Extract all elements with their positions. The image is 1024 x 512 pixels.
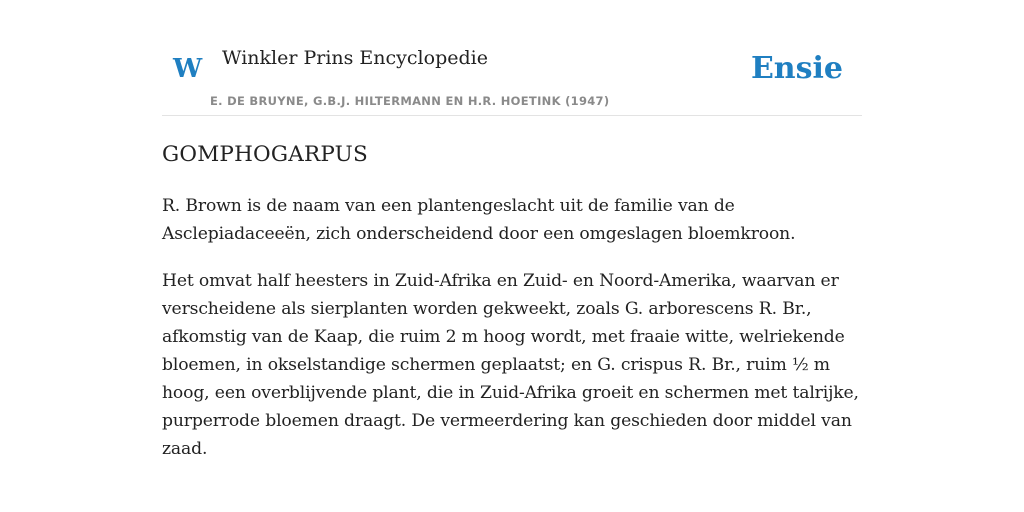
text-line: purperrode bloemen draagt. De vermeerdering kan geschieden door middel van <box>162 411 852 431</box>
page <box>162 0 862 459</box>
authors-credit: E. DE BRUYNE, G.B.J. HILTERMANN EN H.R. HOETINK (1947) <box>210 94 610 108</box>
text-line: verscheidene als sierplanten worden gekweekt, zoals G. arborescens R. Br., <box>162 299 812 319</box>
ensie-logo-link[interactable]: Ensie <box>750 51 843 86</box>
article-headword: GOMPHOGARPUS <box>162 142 368 167</box>
text-line: zaad. <box>162 439 208 459</box>
text-line: bloemen, in okselstandige schermen geplaatst; en G. crispus R. Br., ruim ½ m <box>162 355 830 375</box>
text-line: Het omvat half heesters in Zuid-Afrika en Zuid- en Noord-Amerika, waarvan er <box>162 271 839 291</box>
text-line: hoog, een overblijvende plant, die in Zuid-Afrika groeit en schermen met talrijke, <box>162 383 859 403</box>
site-header <box>162 0 862 116</box>
article-body <box>162 192 862 482</box>
text-line: R. Brown is de naam van een plantengeslacht uit de familie van de <box>162 196 735 216</box>
article-paragraph-1 <box>162 192 862 248</box>
text-line: afkomstig van de Kaap, die ruim 2 m hoog wordt, met fraaie witte, welriekende <box>162 327 845 347</box>
text-line: Asclepiadaceeën, zich onderscheidend door een omgeslagen bloemkroon. <box>162 224 796 244</box>
site-title: Winkler Prins Encyclopedie <box>222 47 488 69</box>
winkler-prins-logo[interactable]: W <box>173 54 203 84</box>
article-paragraph-2 <box>162 267 862 463</box>
